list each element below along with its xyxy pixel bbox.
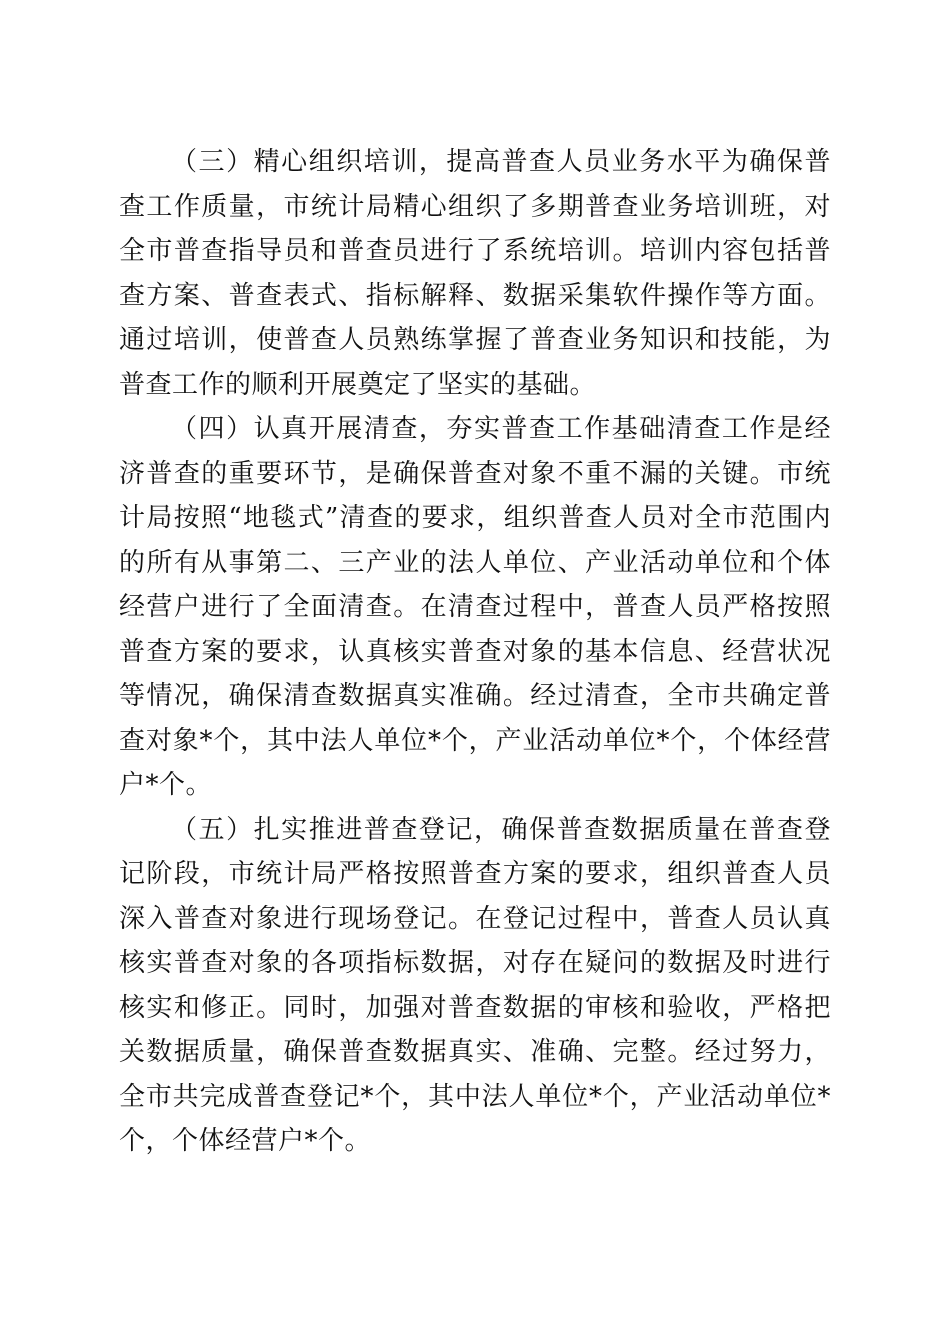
paragraph-body: 在普查登记阶段，市统计局严格按照普查方案的要求，组织普查人员深入普查对象进行现场登记。在登记过程中，普查人员认真核实普查对象的各项指标数据，对存在疑问的数据及时进行核实和修正。同时，加强对普查数据的审核和验收，严格把关数据质量，确保普查数据真实、准确、完整。经过努力，全市共完成普查登记*个，其中法人单位*个，产业活动单位*个，个体经营户*个。 <box>119 814 831 1156</box>
paragraph-body: 为确保普查工作质量，市统计局精心组织了多期普查业务培训班，对全市普查指导员和普查员进行了系统培训。培训内容包括普查方案、普查表式、指标解释、数据采集软件操作等方面。通过培训，使普查人员熟练掌握了普查业务知识和技能，为普查工作的顺利开展奠定了坚实的基础。 <box>119 147 831 400</box>
paragraph-heading: （五）扎实推进普查登记，确保普查数据质量 <box>171 814 722 845</box>
paragraph-training <box>119 140 831 407</box>
paragraph-body: 清查工作是经济普查的重要环节，是确保普查对象不重不漏的关键。市统计局按照“地毯式”清查的要求，组织普查人员对全市范围内的所有从事第二、三产业的法人单位、产业活动单位和个体经营户进行了全面清查。在清查过程中，普查人员严格按照普查方案的要求，认真核实普查对象的基本信息、经营状况等情况，确保清查数据真实准确。经过清查，全市共确定普查对象*个，其中法人单位*个，产业活动单位*个，个体经营户*个。 <box>119 414 831 800</box>
paragraph-registration <box>119 808 831 1164</box>
paragraph-inventory <box>119 407 831 808</box>
document-body <box>119 140 831 1164</box>
paragraph-heading: （三）精心组织培训，提高普查人员业务水平 <box>171 147 722 177</box>
paragraph-heading: （四）认真开展清查，夯实普查工作基础 <box>171 414 667 444</box>
